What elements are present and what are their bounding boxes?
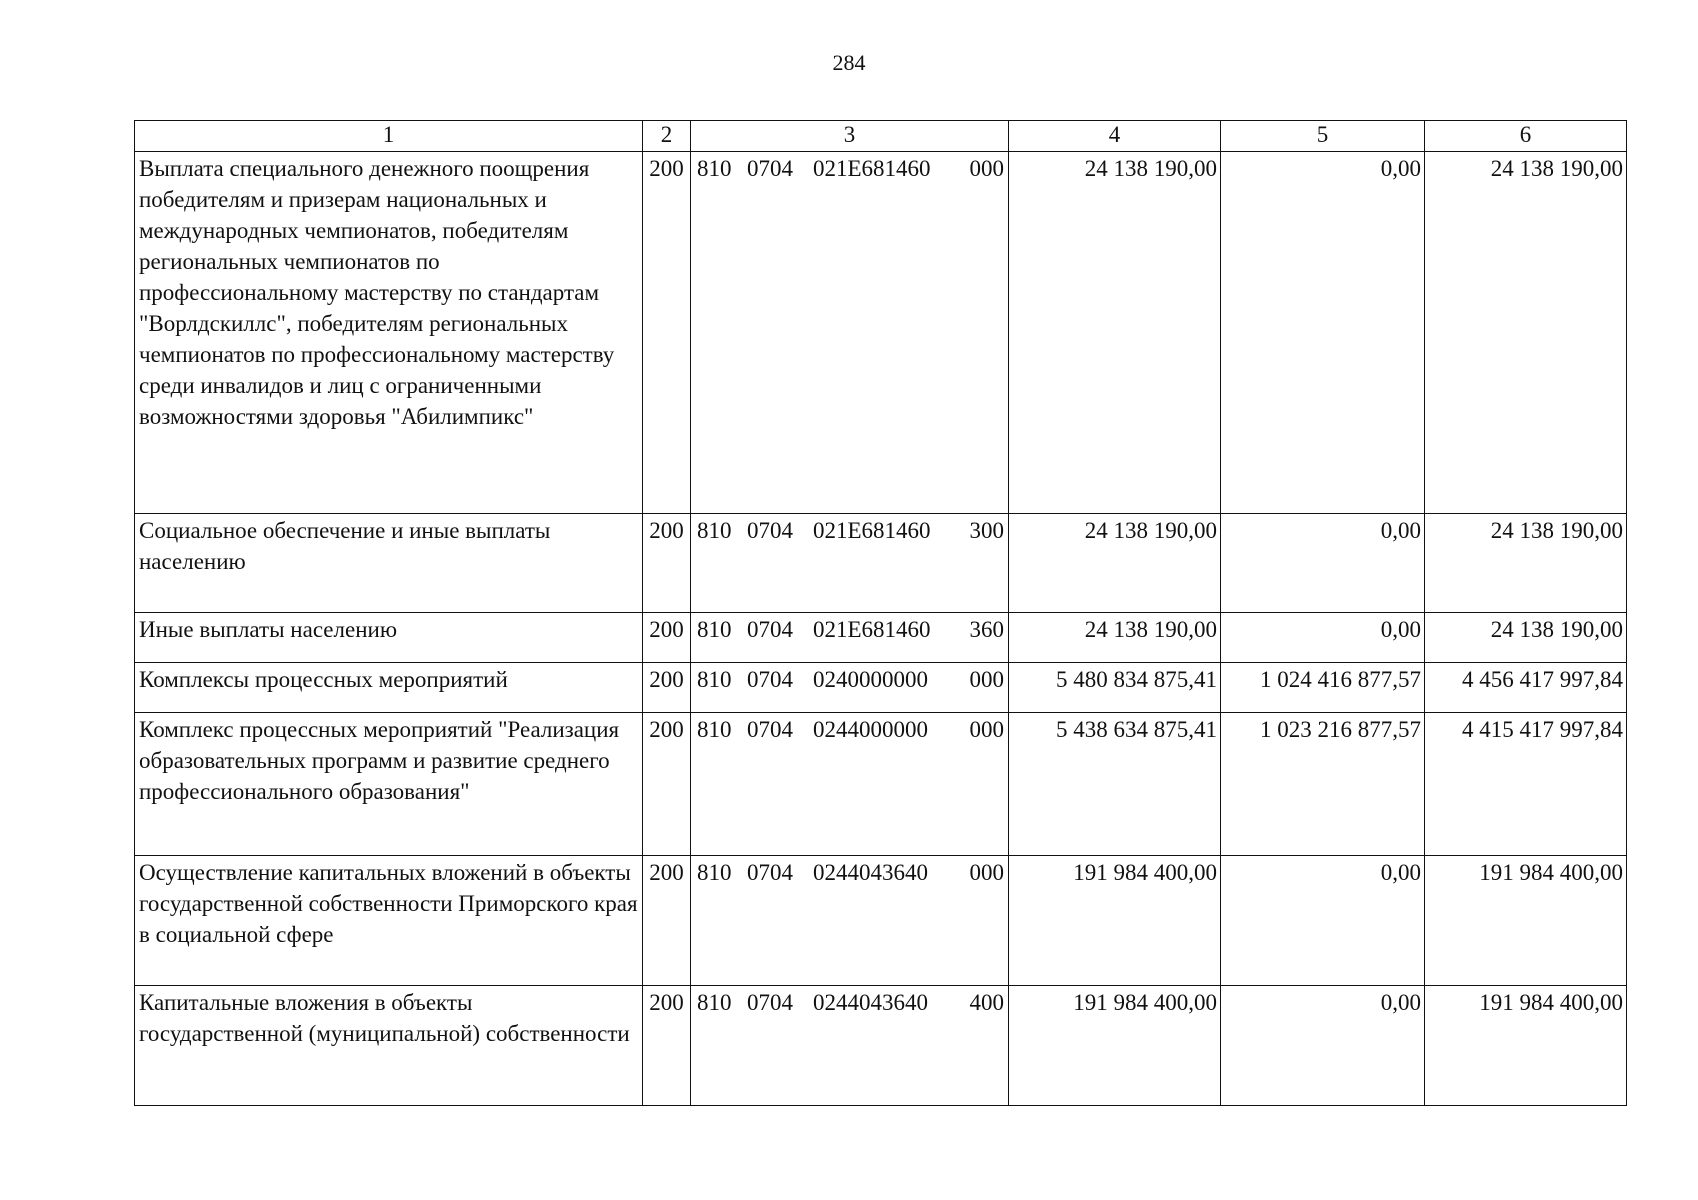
row-amount-6: 24 138 190,00 — [1425, 613, 1627, 663]
row-code-2: 200 — [643, 986, 691, 1106]
row-name: Иные выплаты населению — [135, 613, 643, 663]
code-section: 810 — [697, 860, 732, 885]
column-header-6: 6 — [1425, 121, 1627, 152]
row-amount-4: 24 138 190,00 — [1009, 152, 1221, 514]
code-section: 810 — [697, 156, 732, 181]
table-row — [135, 713, 1627, 856]
code-target: 021E681460 — [813, 518, 931, 543]
code-subsection: 0704 — [747, 667, 793, 692]
table-row — [135, 663, 1627, 713]
row-code-2: 200 — [643, 152, 691, 514]
row-name: Осуществление капитальных вложений в объекты государственной собственности Приморского края в социальной сфере — [135, 856, 643, 986]
table-row — [135, 613, 1627, 663]
code-subsection: 0704 — [747, 990, 793, 1015]
row-amount-4: 191 984 400,00 — [1009, 856, 1221, 986]
row-amount-4: 24 138 190,00 — [1009, 514, 1221, 613]
column-header-1: 1 — [135, 121, 643, 152]
column-header-2: 2 — [643, 121, 691, 152]
code-subsection: 0704 — [747, 617, 793, 642]
row-amount-6: 24 138 190,00 — [1425, 514, 1627, 613]
row-name: Капитальные вложения в объекты государственной (муниципальной) собственности — [135, 986, 643, 1106]
page-number: 284 — [832, 50, 866, 75]
code-expense-type: 000 — [969, 717, 1004, 742]
code-section: 810 — [697, 667, 732, 692]
budget-table — [134, 120, 1627, 1106]
code-target: 0244043640 — [813, 860, 928, 885]
row-code-2: 200 — [643, 613, 691, 663]
row-code-2: 200 — [643, 713, 691, 856]
code-subsection: 0704 — [747, 518, 793, 543]
row-amount-5: 1 023 216 877,57 — [1221, 713, 1425, 856]
code-subsection: 0704 — [747, 156, 793, 181]
row-amount-4: 24 138 190,00 — [1009, 613, 1221, 663]
row-amount-4: 191 984 400,00 — [1009, 986, 1221, 1106]
row-codes — [691, 514, 1009, 613]
code-target: 0240000000 — [813, 667, 928, 692]
code-expense-type: 400 — [969, 990, 1004, 1015]
row-codes — [691, 663, 1009, 713]
code-target: 0244000000 — [813, 717, 928, 742]
column-header-5: 5 — [1221, 121, 1425, 152]
row-amount-6: 24 138 190,00 — [1425, 152, 1627, 514]
row-amount-5: 0,00 — [1221, 986, 1425, 1106]
code-expense-type: 000 — [969, 667, 1004, 692]
row-code-2: 200 — [643, 663, 691, 713]
row-name: Комплекс процессных мероприятий "Реализация образовательных программ и развитие среднего профессионального образования" — [135, 713, 643, 856]
row-codes — [691, 856, 1009, 986]
code-section: 810 — [697, 518, 732, 543]
row-codes — [691, 152, 1009, 514]
table-header — [135, 121, 1627, 152]
row-amount-5: 0,00 — [1221, 856, 1425, 986]
row-amount-5: 0,00 — [1221, 152, 1425, 514]
row-codes — [691, 986, 1009, 1106]
table-row — [135, 856, 1627, 986]
row-name: Социальное обеспечение и иные выплаты населению — [135, 514, 643, 613]
code-expense-type: 000 — [969, 860, 1004, 885]
row-codes — [691, 713, 1009, 856]
row-amount-6: 191 984 400,00 — [1425, 856, 1627, 986]
row-code-2: 200 — [643, 856, 691, 986]
code-expense-type: 360 — [969, 617, 1004, 642]
code-target: 0244043640 — [813, 990, 928, 1015]
code-section: 810 — [697, 990, 732, 1015]
row-name: Выплата специального денежного поощрения победителям и призерам национальных и международных чемпионатов, победителям региональных чемпионатов по профессиональному мастерству по стандартам "Ворлдскиллс", победителям региональных чемпионатов по профессиональному мастерству среди инвалидов и лиц с ограниченными возможностями здоровья "Абилимпикс" — [135, 152, 643, 514]
row-name: Комплексы процессных мероприятий — [135, 663, 643, 713]
row-codes — [691, 613, 1009, 663]
row-code-2: 200 — [643, 514, 691, 613]
row-amount-4: 5 438 634 875,41 — [1009, 713, 1221, 856]
row-amount-5: 0,00 — [1221, 613, 1425, 663]
table-row — [135, 986, 1627, 1106]
code-expense-type: 300 — [969, 518, 1004, 543]
code-target: 021E681460 — [813, 156, 931, 181]
header-row — [135, 121, 1627, 152]
table-row — [135, 514, 1627, 613]
code-section: 810 — [697, 617, 732, 642]
row-amount-5: 0,00 — [1221, 514, 1425, 613]
table-row — [135, 152, 1627, 514]
code-section: 810 — [697, 717, 732, 742]
column-header-3: 3 — [691, 121, 1009, 152]
row-amount-5: 1 024 416 877,57 — [1221, 663, 1425, 713]
row-amount-6: 191 984 400,00 — [1425, 986, 1627, 1106]
code-subsection: 0704 — [747, 717, 793, 742]
column-header-4: 4 — [1009, 121, 1221, 152]
row-amount-6: 4 456 417 997,84 — [1425, 663, 1627, 713]
code-target: 021E681460 — [813, 617, 931, 642]
code-subsection: 0704 — [747, 860, 793, 885]
row-amount-4: 5 480 834 875,41 — [1009, 663, 1221, 713]
row-amount-6: 4 415 417 997,84 — [1425, 713, 1627, 856]
code-expense-type: 000 — [969, 156, 1004, 181]
